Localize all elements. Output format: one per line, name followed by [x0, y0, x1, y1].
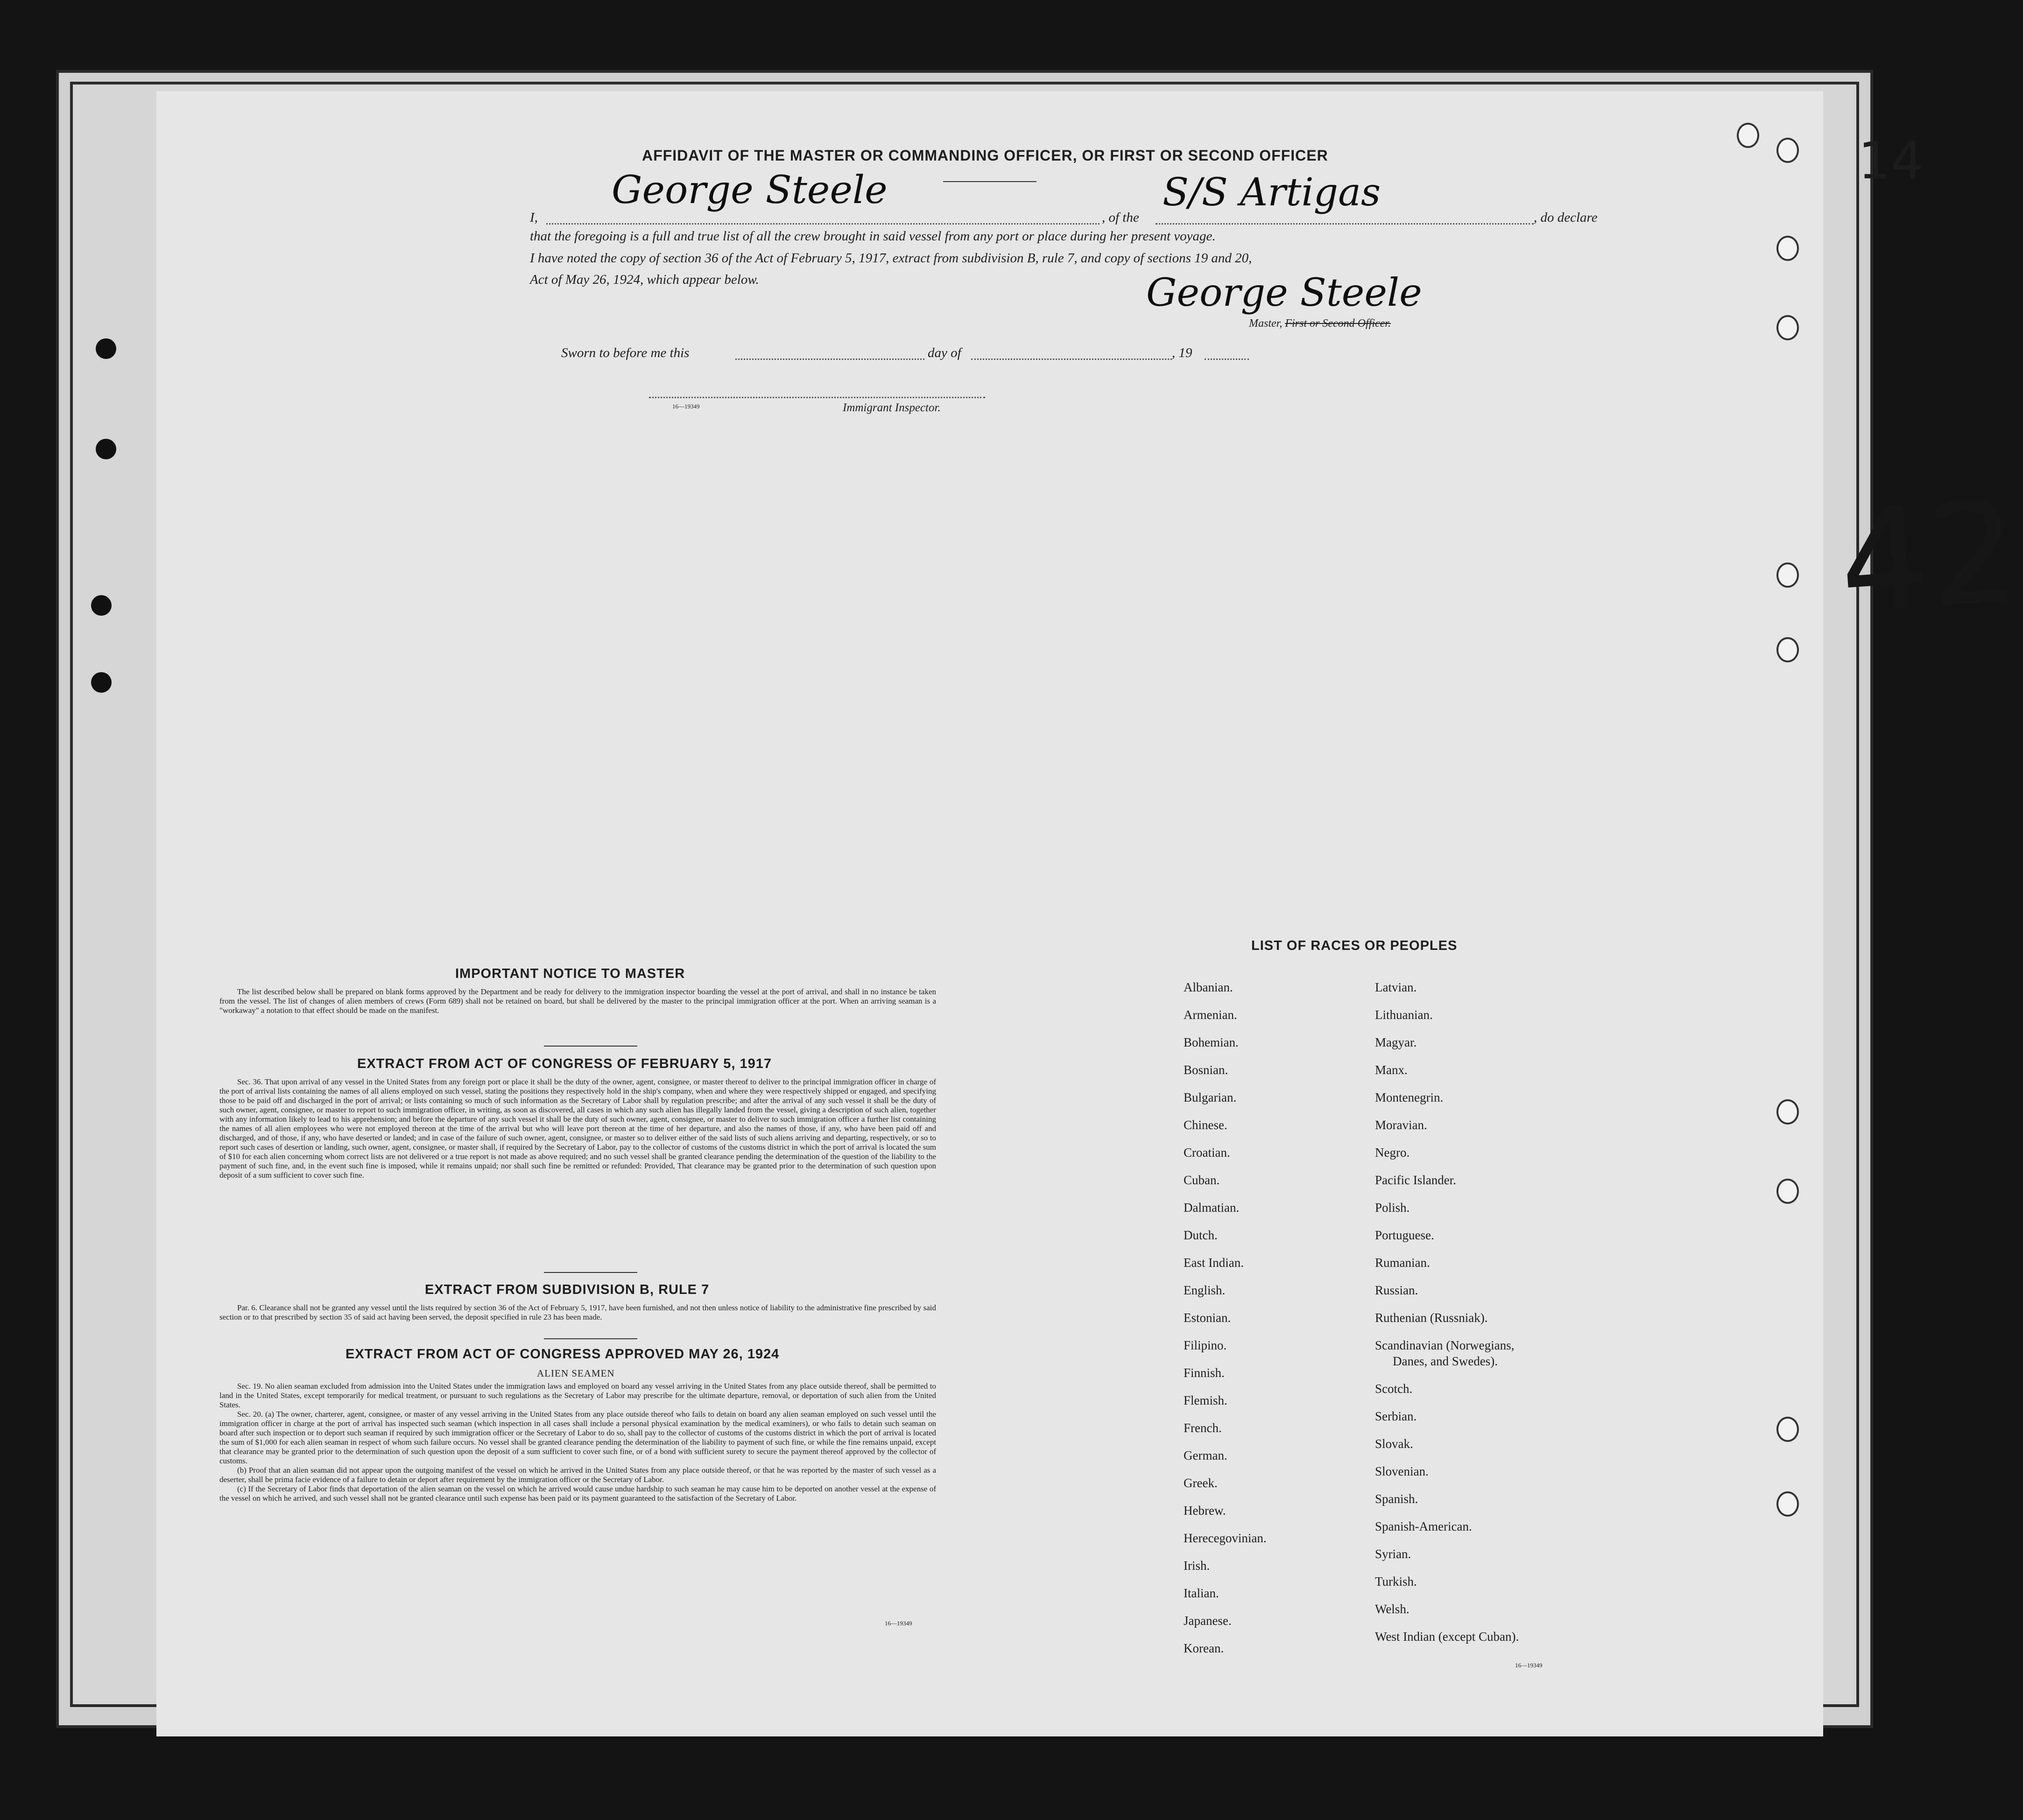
year-label: , 19 [1172, 345, 1192, 360]
race-item: Syrian. [1375, 1547, 1411, 1561]
race-item: Serbian. [1375, 1409, 1417, 1423]
race-item: Bulgarian. [1184, 1090, 1237, 1104]
affidavit-line-3: Act of May 26, 1924, which appear below. [530, 272, 759, 287]
officer-struck: First or Second Officer. [1285, 317, 1391, 330]
race-item: Croatian. [1184, 1145, 1230, 1159]
race-item: Scandinavian (Norwegians, [1375, 1338, 1515, 1352]
extract-1917-text: Sec. 36. That upon arrival of any vessel in the United States from any foreign port or place it shall be the duty of the owner, agent, consignee, or master thereof to deliver to the principal immigration officer in charge of the port of arrival lists containing the names of all aliens employed on such vessel, stating the positions they respectively hold in the ship's company, when and where they were respectively shipped or engaged, and specifying those to be paid off and discharged in the port of arrival; or lists containing so much of such information as the Secretary of Labor shall by regulation prescribe; and after the arrival of any such vessel it shall be the duty of such owner, agent, consignee, or master to report to such immigration officer, in writing, as soon as discovered, all cases in which any such alien has illegally landed from the vessel, giving a description of such alien, together with any information likely to lead to his apprehension; and before the departure of any such vessel it shall be the duty of such owner, agent, consignee, or master to deliver to such immigration officer a further list containing the names of all alien employees who were not employed thereon at the time of the arrival but who will leave port thereon at the time of her departure, and also the names of those, if any, who have been paid off and discharged, and of those, if any, who have deserted or landed; and in case of the failure of such owner, agent, consignee, or master so to deliver either of the said lists of such aliens arriving and departing, respectively, or so to report such cases of desertion or landing, such owner, agent, consignee, or master shall, if required by the Secretary of Labor, pay to the collector of customs of the customs district in which the port of arrival is located the sum of $10 for each alien concerning whom correct lists are not delivered or a true report is not made as above required; and no such vessel shall be granted clearance pending the determination of the question of the liability to the payment of such fine, and, in the event such fine is imposed, while it remains unpaid; nor shall such fine be remitted or refunded: Provided, That clearance may be granted prior to the determination of such question upon deposit of a sum sufficient to cover such fine. [219, 1077, 936, 1180]
master-signature: George Steele [1146, 271, 1422, 315]
punch-hole [91, 595, 112, 616]
race-item: Armenian. [1184, 1008, 1237, 1022]
extract-1924-block [219, 1382, 936, 1503]
race-item: Flemish. [1184, 1393, 1227, 1407]
race-item: Irish. [1184, 1559, 1210, 1573]
sec-20c-text: (c) If the Secretary of Labor finds that deportation of the alien seaman on the vessel on which he arrived would cause undue hardship to such seaman he may cause him to be deported on another vessel at the expense of the vessel on which he arrived, and such vessel shall not be granted clearance until such expense has been paid or its payment guaranteed to the satisfaction of the Secretary of Labor. [219, 1484, 936, 1503]
page-number: 14 [1858, 131, 1924, 190]
punch-hole [1737, 123, 1759, 148]
race-item: Spanish. [1375, 1492, 1418, 1506]
name-field-line [546, 223, 1100, 225]
inspector-signature-line [649, 397, 985, 398]
day-of-label: day of [928, 345, 961, 360]
do-declare-label: , do declare [1534, 210, 1598, 225]
divider [544, 1338, 637, 1339]
punch-hole [1776, 236, 1799, 261]
race-item: Magyar. [1375, 1035, 1417, 1049]
year-field-line [1205, 358, 1249, 360]
race-item: Dalmatian. [1184, 1201, 1240, 1215]
race-item: Lithuanian. [1375, 1008, 1433, 1022]
sec-20a-text: Sec. 20. (a) The owner, charterer, agent, consignee, or master of any vessel arriving in the United States from any place outside thereof who fails to detain on board any alien seaman employed on such vessel until the immigration officer in charge at the port of arrival has inspected such seaman (which inspection in all cases shall include a personal physical examination by the medical examiners), or who fails to detain such seaman on board after such inspection or to deport such seaman if required by such immigration officer or the Secretary of Labor to do so, shall pay to the collector of customs of the customs district in which the port of arrival is located the sum of $1,000 for each alien seaman in respect of whom such failure occurs. No vessel shall be granted clearance pending the determination of the liability to payment of such fine, or while the fine remains unpaid, except that clearance may be granted prior to the determination of such question upon the deposit of a sum sufficient to cover such fine, or of a bond with sufficient surety to secure the payment thereof approved by the collector of customs. [219, 1410, 936, 1465]
race-item: Manx. [1375, 1063, 1408, 1077]
race-item: German. [1184, 1448, 1227, 1462]
race-item: West Indian (except Cuban). [1375, 1630, 1519, 1644]
race-item: Albanian. [1184, 980, 1233, 994]
margin-mark: 42 [1834, 470, 2023, 645]
notice-text-block [219, 987, 936, 1015]
race-item: Dutch. [1184, 1228, 1218, 1242]
race-item: Polish. [1375, 1201, 1410, 1215]
punch-hole [1776, 315, 1799, 340]
race-item: Italian. [1184, 1586, 1219, 1600]
punch-hole [1776, 138, 1799, 163]
races-title: LIST OF RACES OR PEOPLES [1251, 938, 1458, 953]
punch-hole [91, 672, 112, 693]
alien-seamen-subtitle: ALIEN SEAMEN [537, 1368, 615, 1379]
form-number: 16—19349 [1515, 1662, 1543, 1669]
vessel-name-field: S/S Artigas [1163, 170, 1381, 215]
race-item: Bosnian. [1184, 1063, 1228, 1077]
punch-hole [1776, 1179, 1799, 1204]
punch-hole [1776, 562, 1799, 588]
day-field-line [735, 358, 924, 360]
race-item: Hebrew. [1184, 1504, 1226, 1518]
subdivision-title: EXTRACT FROM SUBDIVISION B, RULE 7 [425, 1282, 710, 1297]
vessel-field-line [1156, 223, 1534, 225]
master-label: Master, [1249, 317, 1283, 330]
race-item: Turkish. [1375, 1574, 1417, 1588]
race-item: Welsh. [1375, 1602, 1410, 1616]
race-item: Japanese. [1184, 1614, 1232, 1628]
extract-1924-title: EXTRACT FROM ACT OF CONGRESS APPROVED MAY 26, 1924 [345, 1347, 780, 1362]
race-item: Slovenian. [1375, 1464, 1429, 1478]
race-item: Greek. [1184, 1476, 1218, 1490]
punch-hole [1776, 1099, 1799, 1124]
affidavit-title: AFFIDAVIT OF THE MASTER OR COMMANDING OFFICER, OR FIRST OR SECOND OFFICER [642, 147, 1328, 164]
race-item: Danes, and Swedes). [1393, 1354, 1498, 1368]
race-item: Bohemian. [1184, 1035, 1239, 1049]
race-item: Latvian. [1375, 980, 1417, 994]
punch-hole [1776, 1417, 1799, 1442]
officer-line [1249, 317, 1391, 330]
affidavit-line-2: I have noted the copy of section 36 of the Act of February 5, 1917, extract from subdivision B, rule 7, and copy of sections 19 and 20, [530, 251, 1252, 266]
month-field-line [971, 358, 1172, 360]
race-item: Korean. [1184, 1641, 1224, 1655]
subdivision-text: Par. 6. Clearance shall not be granted any vessel until the lists required by section 36 of the Act of February 5, 1917, have been furnished, and not then unless notice of liability to the administrative fine prescribed by said section or to that prescribed by section 35 of said act having been served, the deposit specified in rule 23 has been made. [219, 1303, 936, 1321]
race-item: Moravian. [1375, 1118, 1427, 1132]
race-item: Portuguese. [1375, 1228, 1434, 1242]
race-item: Finnish. [1184, 1366, 1225, 1380]
punch-hole [96, 338, 116, 359]
race-item: French. [1184, 1421, 1222, 1435]
race-item: Negro. [1375, 1145, 1410, 1159]
manifest-page [156, 91, 1823, 1736]
notice-text: The list described below shall be prepared on blank forms approved by the Department and be ready for delivery to the immigration inspector boarding the vessel at the port of arrival, and shall in no instance be taken from the vessel. The list of changes of alien members of crews (Form 689) shall not be retained on board, but shall be delivered by the master to the principal immigration officer at the port. When an arriving seaman is a "workaway" a notation to that effect should be made on the manifest. [219, 987, 936, 1015]
affidavit-line-1: that the foregoing is a full and true list of all the crew brought in said vessel from any port or place during her present voyage. [530, 229, 1216, 244]
race-item: Cuban. [1184, 1173, 1220, 1187]
race-item: Scotch. [1375, 1382, 1413, 1396]
sec-19-text: Sec. 19. No alien seaman excluded from admission into the United States under the immigration laws and employed on board any vessel arriving in the United States from any place outside thereof, shall be permitted to land in the United States, except temporarily for medical treatment, or pursuant to such regulations as the Secretary of Labor may prescribe for the ultimate departure, removal, or deportation of such alien from the United States. [219, 1382, 936, 1409]
race-item: Herecegovinian. [1184, 1531, 1267, 1545]
race-item: Montenegrin. [1375, 1090, 1444, 1104]
subdivision-block [219, 1303, 936, 1322]
punch-hole [1776, 637, 1799, 662]
extract-1917-title: EXTRACT FROM ACT OF CONGRESS OF FEBRUARY 5, 1917 [357, 1056, 772, 1071]
race-item: Spanish-American. [1375, 1519, 1472, 1533]
race-item: Pacific Islander. [1375, 1173, 1456, 1187]
divider [943, 181, 1036, 182]
sec-20b-text: (b) Proof that an alien seaman did not appear upon the outgoing manifest of the vessel on which he arrived in the United States from any place outside thereof, or that he was reported by the master of such vessel as a deserter, shall be prima facie evidence of a failure to detain or deport after requirement by the immigration officer or the Secretary of Labor. [219, 1466, 936, 1484]
race-item: Ruthenian (Russniak). [1375, 1311, 1488, 1325]
of-the-label: , of the [1102, 210, 1139, 225]
inspector-label: Immigrant Inspector. [843, 401, 941, 414]
notice-title: IMPORTANT NOTICE TO MASTER [455, 966, 685, 981]
form-number: 16—19349 [885, 1620, 912, 1627]
race-item: Russian. [1375, 1283, 1418, 1297]
race-item: Slovak. [1375, 1437, 1413, 1451]
punch-hole [96, 439, 116, 459]
extract-1917-block [219, 1077, 936, 1180]
race-item: Chinese. [1184, 1118, 1227, 1132]
race-item: Filipino. [1184, 1338, 1227, 1352]
i-label: I, [530, 210, 538, 225]
punch-hole [1776, 1491, 1799, 1517]
sworn-label: Sworn to before me this [561, 345, 690, 360]
race-item: Rumanian. [1375, 1256, 1430, 1270]
form-number: 16—19349 [672, 403, 700, 410]
master-name-field: George Steele [612, 168, 888, 212]
race-item: Estonian. [1184, 1311, 1231, 1325]
divider [544, 1272, 637, 1273]
race-item: English. [1184, 1283, 1226, 1297]
race-item: East Indian. [1184, 1256, 1244, 1270]
divider [544, 1046, 637, 1047]
